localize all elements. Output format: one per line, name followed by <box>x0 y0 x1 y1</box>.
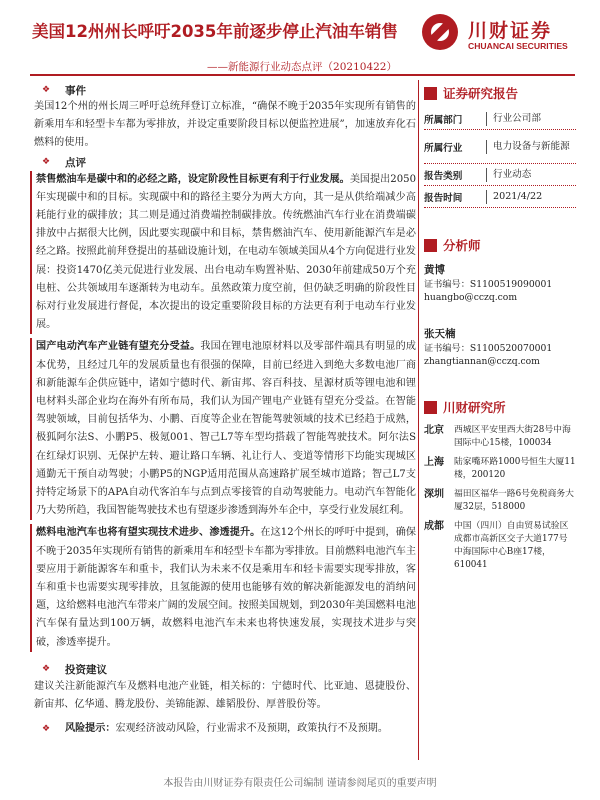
report-subtitle: ——新能源行业动态点评（20210422） <box>207 61 397 73</box>
info-key: 所属行业 <box>424 142 463 154</box>
column-divider <box>418 80 419 760</box>
risk-text: 宏观经济波动风险，行业需求不及预期，政策执行不及预期。 <box>115 723 388 735</box>
main-column <box>30 80 416 739</box>
page-footer: 本报告由川财证券有限责任公司编制 谨请参阅尾页的重要声明 <box>163 778 437 789</box>
sidebar-research-heading <box>424 396 576 418</box>
square-bullet-icon <box>424 239 437 252</box>
paragraph-lead: 禁售燃油车是碳中和的必经之路，设定阶段性目标更有利于行业发展。 <box>36 173 350 185</box>
analyst-email[interactable]: huangbo@cczq.com <box>424 292 518 303</box>
paragraph-body: 我国在锂电池原材料以及零部件端具有明显的成本优势，且经过几年的发展质量也有很强的保障，目前已经进入到绝大多数电池厂商和新能源车企供应链中，诸如宁德时代、新宙邦、容百科技、星源材质等锂电池和锂电材料头部企业均在海外有所布局，我们认为国产锂电产业链有望充分受益。在智能驾驶领域，目前包括华为、小鹏、百度等企业在智能驾驶领域的技术已经趋于成熟，极狐阿尔法S、小鹏P5、极氪001、智己L7等车型均搭载了智能驾驶技术。阿尔法S在红绿灯识别、无保护左转、避让路口车辆、礼让行人、变道等情形下均能实现城区通勤无干预自动驾驶；小鹏P5的NGP适用范围从高速路扩展至城市道路；智己L7支持特定场景下的APA自动代客泊车与点到点零接管的自动驾驶能力。电动汽车智能化乃大势所趋，我国智能驾驶技术也有望逐步渗透到海外车企中，享受行业发展红利。 <box>36 341 417 517</box>
office-address <box>424 456 576 482</box>
section-label: 事件 <box>65 84 86 97</box>
info-value: 电力设备与新能源 <box>486 140 576 154</box>
info-value: 行业公司部 <box>486 112 576 126</box>
info-row <box>424 186 576 208</box>
diamond-bullet-icon: ❖ <box>42 723 51 734</box>
sidebar-analyst-heading <box>424 234 576 256</box>
sidebar-heading-text: 证券研究报告 <box>443 86 519 101</box>
header-divider <box>30 74 575 76</box>
logo-mark-icon <box>422 14 458 50</box>
diamond-bullet-icon: ❖ <box>42 157 51 168</box>
report-title: 美国12州州长呼吁2035年前逐步停止汽油车销售 <box>32 22 398 41</box>
logo-text-cn: 川财证券 <box>468 20 553 42</box>
info-value: 行业动态 <box>486 168 576 182</box>
info-value: 2021/4/22 <box>486 190 576 204</box>
office-address <box>424 488 576 514</box>
office-address <box>424 424 576 450</box>
info-key: 报告时间 <box>424 192 463 204</box>
event-paragraph: 美国12个州的州长周三呼吁总统拜登订立标准，“确保不晚于2035年实现所有销售的新乘用车和轻型卡车都为零排放，并设定重要阶段目标以便监控进展”，加速放弃化石燃料的使用。 <box>34 101 416 149</box>
sidebar-heading-text: 川财研究所 <box>443 400 506 415</box>
square-bullet-icon <box>424 87 437 100</box>
office-addr: 福田区福华一路6号免税商务大厦32层，518000 <box>454 489 574 512</box>
info-key: 报告类别 <box>424 170 463 182</box>
section-label: 点评 <box>65 157 86 170</box>
report-header <box>30 8 575 74</box>
advice-paragraph: 建议关注新能源汽车及燃料电池产业链，相关标的：宁德时代、比亚迪、恩捷股份、新宙邦、亿华通、腾龙股份、美锦能源、雄韬股份、厚普股份等。 <box>34 680 416 711</box>
diamond-bullet-icon: ❖ <box>42 84 51 95</box>
info-row <box>424 130 576 164</box>
info-key: 所属部门 <box>424 114 463 126</box>
comment-paragraph-3 <box>30 524 416 651</box>
analyst-cert: 证书编号：S1100519090001 <box>424 279 553 290</box>
square-bullet-icon <box>424 401 437 414</box>
section-label: 投资建议 <box>65 664 107 677</box>
report-info-table <box>424 108 576 208</box>
office-addr: 西城区平安里西大街28号中海国际中心15楼，100034 <box>454 425 571 448</box>
sidebar-heading-text: 分析师 <box>443 238 481 253</box>
analyst-cert: 证书编号：S1100520070001 <box>424 343 553 354</box>
info-row <box>424 108 576 130</box>
section-risk-heading <box>30 720 416 738</box>
section-advice-heading <box>30 662 416 678</box>
paragraph-body: 在这12个州长的呼吁中提到，确保不晚于2035年实现所有销售的新乘用车和轻型卡车都为零排放。目前燃料电池汽车主要应用于新能源客车和重卡，我们认为未来不仅是乘用车和轻卡需要实现零排放，客车和重卡也需要实现零排放，且氢能源的使用也能够有效的解决新能源发电的消纳问题，这给燃料电池汽车带来广阔的发展空间。按照美国规划，到2030年美国燃料电池汽车保有量达到100万辆，故燃料电池汽车未来也将快速发展，实现技术进步与突破，渗透率提升。 <box>36 527 417 648</box>
office-city: 上海 <box>424 457 444 468</box>
analyst-name: 张天楠 <box>424 328 456 340</box>
office-city: 北京 <box>424 425 444 436</box>
section-event-heading <box>30 82 416 98</box>
analyst-card <box>424 264 576 304</box>
analyst-email[interactable]: zhangtiannan@cczq.com <box>424 356 540 367</box>
company-logo <box>422 14 582 56</box>
comment-paragraph-1 <box>30 171 416 335</box>
comment-paragraph-2 <box>30 338 416 520</box>
section-comment-heading <box>30 155 416 171</box>
logo-text-en: CHUANCAI SECURITIES <box>468 41 568 51</box>
diamond-bullet-icon: ❖ <box>42 664 51 675</box>
office-city: 成都 <box>424 521 444 532</box>
office-city: 深圳 <box>424 489 444 500</box>
info-row <box>424 164 576 186</box>
paragraph-body: 美国提出2050年实现碳中和的目标。实现碳中和的路径主要分为两大方向，其一是从供给端减少高耗能行业的碳排放；其二则是通过消费端控制碳排放。传统燃油汽车行业在消费端碳排放中占据很大比例，因此要实现碳中和目标，禁售燃油汽车、使用新能源汽车是必经之路。按照此前拜登提出的基础设施计划，在电动车领域美国从4个方向促进行业发展：投资1470亿美元促进行业发展、出台电动车购置补贴、2030年前建成50万个充电桩、公共领域用车逐渐转为电动车。虽然政策力度空前，但仍缺乏明确的阶段性目标对行业发展进行督促，本次提出的设定重要阶段目标的方法更有利于电动车行业发展。 <box>36 173 416 331</box>
analyst-name: 黄博 <box>424 264 445 276</box>
sidebar-report-heading <box>424 82 576 104</box>
sidebar <box>424 82 576 572</box>
office-addr: 陆家嘴环路1000号恒生大厦11楼，200120 <box>454 457 576 480</box>
risk-line <box>65 720 388 738</box>
office-address <box>424 520 576 572</box>
paragraph-lead: 国产电动汽车产业链有望充分受益。 <box>36 341 201 353</box>
office-addr: 中国（四川）自由贸易试验区成都市高新区交子大道177号中海国际中心B座17楼，610041 <box>454 521 569 570</box>
paragraph-lead: 燃料电池汽车也将有望实现技术进步、渗透提升。 <box>36 527 261 539</box>
risk-label: 风险提示： <box>65 723 116 735</box>
analyst-card <box>424 328 576 368</box>
